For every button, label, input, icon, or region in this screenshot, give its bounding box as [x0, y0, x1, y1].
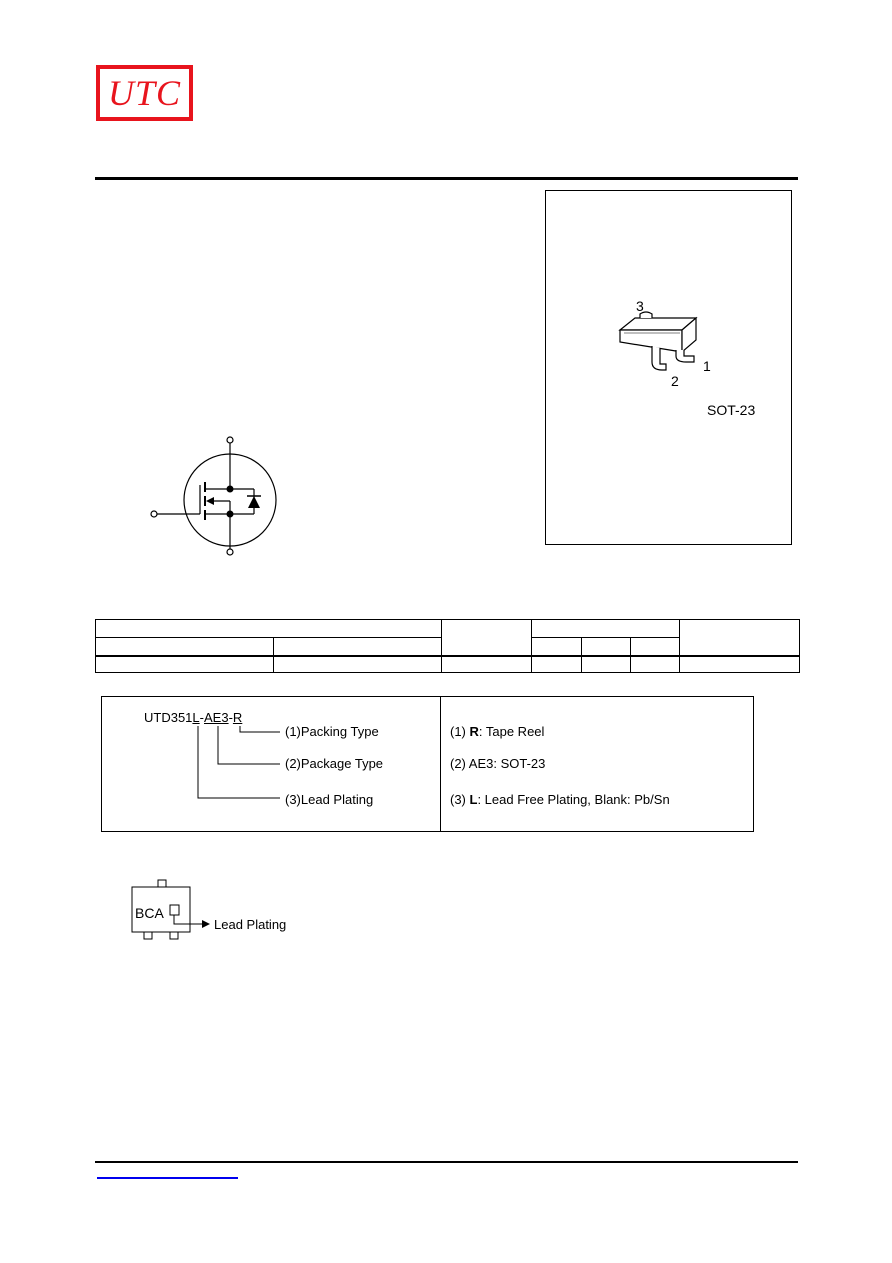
pin3-label: 3	[636, 298, 644, 314]
part-code-divider	[440, 696, 441, 832]
note-left-1: (1)Packing Type	[285, 724, 379, 739]
note-right-3-key: L	[469, 792, 478, 807]
package-name: SOT-23	[707, 402, 756, 418]
sot23-package-icon	[610, 300, 710, 380]
note-right-1-prefix: (1)	[450, 724, 470, 739]
note-right-2	[450, 757, 545, 770]
pin1-label: 1	[703, 358, 711, 374]
part-number-pkg: AE3	[204, 710, 229, 725]
ordering-table	[95, 619, 800, 673]
marking-arrow-label: Lead Plating	[214, 917, 287, 932]
part-number	[144, 711, 242, 724]
marking-code: BCA	[135, 905, 164, 921]
source-terminal	[227, 549, 233, 555]
note-right-3	[450, 793, 670, 806]
note-right-1-rest: : Tape Reel	[478, 724, 545, 739]
header-rule	[95, 177, 798, 180]
part-number-pack: R	[232, 710, 243, 725]
note-right-1-key: R	[469, 724, 479, 739]
footer-website-link[interactable]	[97, 1177, 238, 1179]
drain-terminal	[227, 437, 233, 443]
part-number-lead: L	[192, 710, 200, 725]
part-number-base: UTD351	[144, 710, 193, 725]
note-right-2-prefix: (2) AE3: SOT-23	[450, 756, 546, 771]
part-number-sep1: -	[199, 710, 204, 725]
note-right-3-rest: : Lead Free Plating, Blank: Pb/Sn	[477, 792, 670, 807]
part-number-sep2: -	[228, 710, 233, 725]
note-left-2: (2)Package Type	[285, 756, 384, 771]
pin2-label: 2	[671, 373, 679, 389]
logo-text: UTC	[107, 73, 182, 113]
gate-terminal	[151, 511, 157, 517]
mosfet-symbol	[140, 430, 290, 560]
footer-rule	[95, 1161, 798, 1163]
note-right-1	[450, 725, 544, 738]
note-right-3-prefix: (3)	[450, 792, 470, 807]
utc-logo	[96, 65, 193, 121]
note-left-3: (3)Lead Plating	[285, 792, 374, 807]
logo-inner	[100, 69, 189, 117]
body-diode	[248, 496, 260, 508]
part-code-leader-lines	[190, 724, 290, 804]
